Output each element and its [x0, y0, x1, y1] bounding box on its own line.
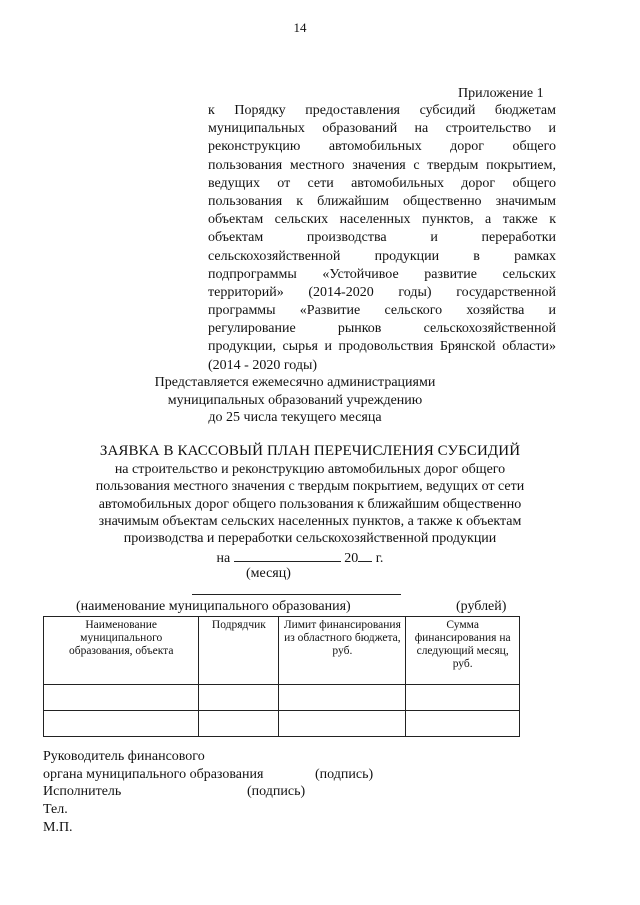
appendix-label: Приложение 1 [458, 86, 544, 101]
table-cell [279, 685, 406, 711]
request-title: ЗАЯВКА В КАССОВЫЙ ПЛАН ПЕРЕЧИСЛЕНИЯ СУБСИДИЙ [99, 443, 521, 459]
submission-line: Представляется ежемесячно администрациями [154, 375, 436, 390]
municipality-label: (наименование муниципального образования) [76, 599, 351, 614]
request-subtitle-line: автомобильных дорог общего пользования к ближайшим общественно [98, 496, 522, 512]
page-number: 14 [293, 20, 307, 35]
header-contractor: Подрядчик [199, 617, 279, 685]
appendix-line: муниципальных образований на строительство и [208, 121, 556, 137]
year-prefix: 20 [344, 551, 359, 566]
request-subtitle-line: пользования местного значения с твердым покрытием, ведущих от сети [95, 479, 525, 495]
head-signature-label: (подпись) [315, 767, 374, 782]
table-header-row [44, 617, 520, 685]
year-blank [358, 549, 372, 562]
table-cell [406, 711, 520, 737]
table-row [44, 685, 520, 711]
appendix-line: к Порядку предоставления субсидий бюджетам [208, 103, 556, 118]
appendix-line: пользования местного значения с твердым покрытием, [208, 157, 556, 173]
table-cell [279, 711, 406, 737]
seal-label: М.П. [43, 820, 73, 835]
currency-label: (рублей) [456, 599, 507, 614]
head-title-line2: органа муниципального образования [43, 767, 264, 782]
request-subtitle-line: производства и переработки сельскохозяйственной продукции [123, 531, 497, 547]
table-cell [44, 685, 199, 711]
appendix-line: реконструкцию автомобильных дорог общего [208, 139, 556, 155]
appendix-reference [208, 102, 556, 375]
request-heading [60, 442, 560, 547]
subsidy-table [43, 616, 520, 737]
month-prefix: на [216, 551, 231, 566]
appendix-line: регулирование рынков сельскохозяйственной [208, 321, 556, 337]
month-field [0, 549, 600, 567]
table-cell [406, 685, 520, 711]
executor-signature-label: (подпись) [247, 784, 306, 799]
executor-label: Исполнитель [43, 784, 122, 799]
month-blank [234, 549, 341, 562]
header-limit: Лимит финансирования из областного бюджета, руб. [279, 617, 406, 685]
appendix-line: территорий» (2014-2020 годы) государственной [208, 284, 556, 300]
appendix-line: продукции, сырья и продовольствия Брянской области» [208, 339, 556, 355]
appendix-line: сельскохозяйственной продукции в рамках [208, 248, 556, 264]
month-label: (месяц) [246, 566, 291, 581]
header-municipality: Наименование муниципального образования, объекта [44, 617, 199, 685]
municipality-rule [192, 594, 401, 595]
appendix-line: объектам производства и переработки [208, 230, 556, 246]
request-subtitle-line: значимым объектам сельских населенных пунктов, а также к объектам [98, 513, 522, 529]
appendix-line: подпрограммы «Устойчивое развитие сельских [208, 266, 556, 282]
head-title-line1: Руководитель финансового [43, 749, 205, 764]
table-row [44, 711, 520, 737]
table-cell [44, 711, 199, 737]
appendix-line: ведущих от сети автомобильных дорог общего [208, 175, 556, 191]
phone-label: Тел. [43, 802, 68, 817]
submission-note [140, 374, 450, 427]
appendix-line: (2014 - 2020 годы) [208, 357, 318, 373]
table-cell [199, 685, 279, 711]
year-suffix: г. [375, 551, 384, 566]
submission-line: муниципальных образований учреждению [167, 392, 423, 408]
request-subtitle-line: на строительство и реконструкцию автомобильных дорог общего [114, 462, 506, 477]
appendix-line: объектам сельских населенных пунктов, а также к [208, 212, 556, 228]
appendix-line: пользования к ближайшим общественно значимым [208, 193, 556, 209]
table-cell [199, 711, 279, 737]
submission-line: до 25 числа текущего месяца [208, 410, 382, 425]
header-next-month-amount: Сумма финансирования на следующий месяц, руб. [406, 617, 520, 685]
appendix-line: программы «Развитие сельского хозяйства и [208, 303, 556, 319]
